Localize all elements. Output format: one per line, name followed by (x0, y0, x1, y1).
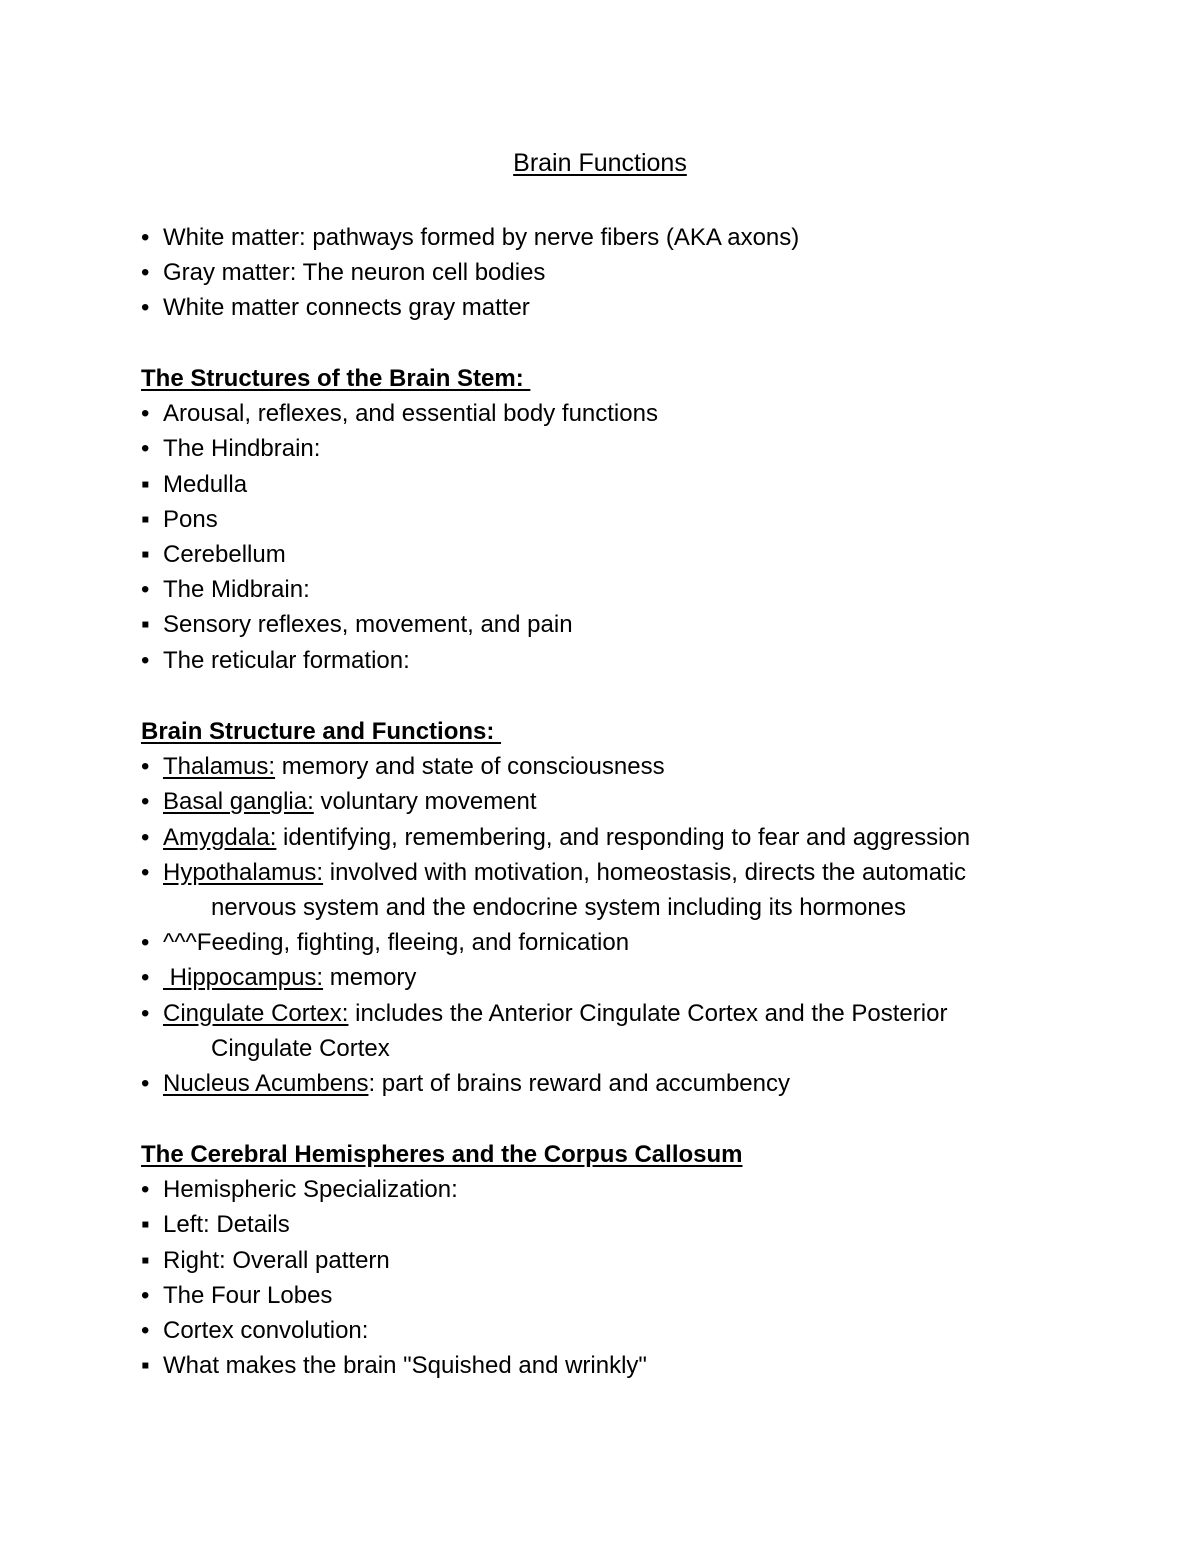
list-item (141, 749, 1101, 784)
bullet-marker: • (141, 576, 150, 604)
bullet-marker: • (141, 1281, 150, 1309)
section-heading: The Cerebral Hemispheres and the Corpus Callosum (141, 1141, 743, 1168)
square-bullet-marker: ▪ (141, 611, 150, 639)
list-item-text: The reticular formation: (163, 646, 410, 674)
square-bullet-marker: ▪ (141, 540, 150, 568)
list-item-text: Cerebellum (163, 540, 286, 568)
list-item (141, 572, 1101, 607)
list-item (141, 1278, 1101, 1313)
list-item (141, 1243, 1101, 1278)
term-label: Amygdala: (163, 823, 277, 851)
list-item-continuation: Cingulate Cortex (211, 1034, 390, 1062)
bullet-marker: • (141, 435, 150, 463)
section-heading: The Structures of the Brain Stem: (141, 365, 531, 392)
list-item (141, 1172, 1101, 1207)
page-title: Brain Functions (513, 149, 687, 177)
square-bullet-marker: ▪ (141, 1352, 150, 1380)
list-item (141, 290, 1101, 325)
list-item-text: The Hindbrain: (163, 435, 321, 463)
term-label: Hippocampus: (163, 964, 324, 992)
hemispheres-section (141, 1137, 1101, 1383)
list-item-text: involved with motivation, homeostasis, directs the automatic (323, 858, 967, 886)
list-item (141, 431, 1101, 466)
list-item-continuation: nervous system and the endocrine system including its hormones (211, 893, 907, 921)
list-item-text: memory (323, 964, 417, 992)
list-item-text: White matter connects gray matter (163, 294, 530, 322)
brain-stem-section (141, 361, 1101, 678)
list-item-text: includes the Anterior Cingulate Cortex and the Posterior (348, 999, 948, 1027)
list-item (141, 855, 1101, 890)
bullet-marker: • (141, 400, 150, 428)
bullet-marker: • (141, 964, 150, 992)
list-item-text: ^^^Feeding, fighting, fleeing, and fornication (163, 929, 630, 957)
list-item-text: White matter: pathways formed by nerve fibers (AKA axons) (163, 224, 800, 251)
list-item-text: Left: Details (163, 1211, 290, 1239)
list-item (141, 255, 1101, 290)
term-label: Cingulate Cortex: (163, 999, 349, 1027)
list-item (141, 996, 1101, 1031)
bullet-marker: • (141, 646, 150, 674)
term-label: Basal ganglia: (163, 788, 314, 816)
intro-section (141, 220, 1101, 326)
list-item-text: Pons (163, 505, 218, 533)
square-bullet-marker: ▪ (141, 470, 150, 498)
bullet-marker: • (141, 1069, 150, 1097)
term-label: Nucleus Acumbens (163, 1069, 369, 1097)
bullet-marker: • (141, 294, 150, 322)
list-item (141, 537, 1101, 572)
brain-structure-section (141, 714, 1101, 1101)
list-item (141, 820, 1101, 855)
list-item-text: memory and state of consciousness (275, 753, 665, 781)
list-item (141, 1348, 1101, 1383)
list-item-text: Cortex convolution: (163, 1316, 369, 1344)
bullet-marker: • (141, 1176, 150, 1204)
list-item-text: identifying, remembering, and responding to fear and aggression (276, 823, 971, 851)
list-item (141, 502, 1101, 537)
term-label: Thalamus: (163, 753, 276, 781)
list-item-text: Arousal, reflexes, and essential body functions (163, 400, 658, 428)
list-item-text: The Midbrain: (163, 576, 310, 604)
bullet-marker: • (141, 823, 150, 851)
list-item (141, 643, 1101, 678)
section-heading: Brain Structure and Functions: (141, 718, 502, 745)
list-item-text: Medulla (163, 470, 248, 498)
list-item (141, 220, 1101, 255)
bullet-marker: • (141, 858, 150, 886)
list-item-text: Hemispheric Specialization: (163, 1176, 458, 1204)
list-item-text: Sensory reflexes, movement, and pain (163, 611, 573, 639)
list-item-text: voluntary movement (313, 788, 537, 816)
bullet-marker: • (141, 929, 150, 957)
list-item (141, 1066, 1101, 1101)
term-label: Hypothalamus: (163, 858, 324, 886)
square-bullet-marker: ▪ (141, 505, 150, 533)
bullet-marker: • (141, 999, 150, 1027)
list-item-text: Gray matter: The neuron cell bodies (163, 259, 546, 287)
bullet-marker: • (141, 1316, 150, 1344)
bullet-marker: • (141, 224, 150, 251)
list-item-text: What makes the brain "Squished and wrinkly" (163, 1352, 647, 1380)
list-item (141, 784, 1101, 819)
bullet-marker: • (141, 259, 150, 287)
bullet-marker: • (141, 788, 150, 816)
list-item (141, 467, 1101, 502)
list-item-text: The Four Lobes (163, 1281, 333, 1309)
list-item (141, 925, 1101, 960)
list-item (141, 607, 1101, 642)
square-bullet-marker: ▪ (141, 1246, 150, 1274)
list-item-text: Right: Overall pattern (163, 1246, 390, 1274)
list-item (141, 1207, 1101, 1242)
list-item (141, 960, 1101, 995)
list-item (141, 396, 1101, 431)
square-bullet-marker: ▪ (141, 1211, 150, 1239)
list-item (141, 1313, 1101, 1348)
bullet-marker: • (141, 753, 150, 781)
list-item-text: : part of brains reward and accumbency (368, 1069, 790, 1097)
